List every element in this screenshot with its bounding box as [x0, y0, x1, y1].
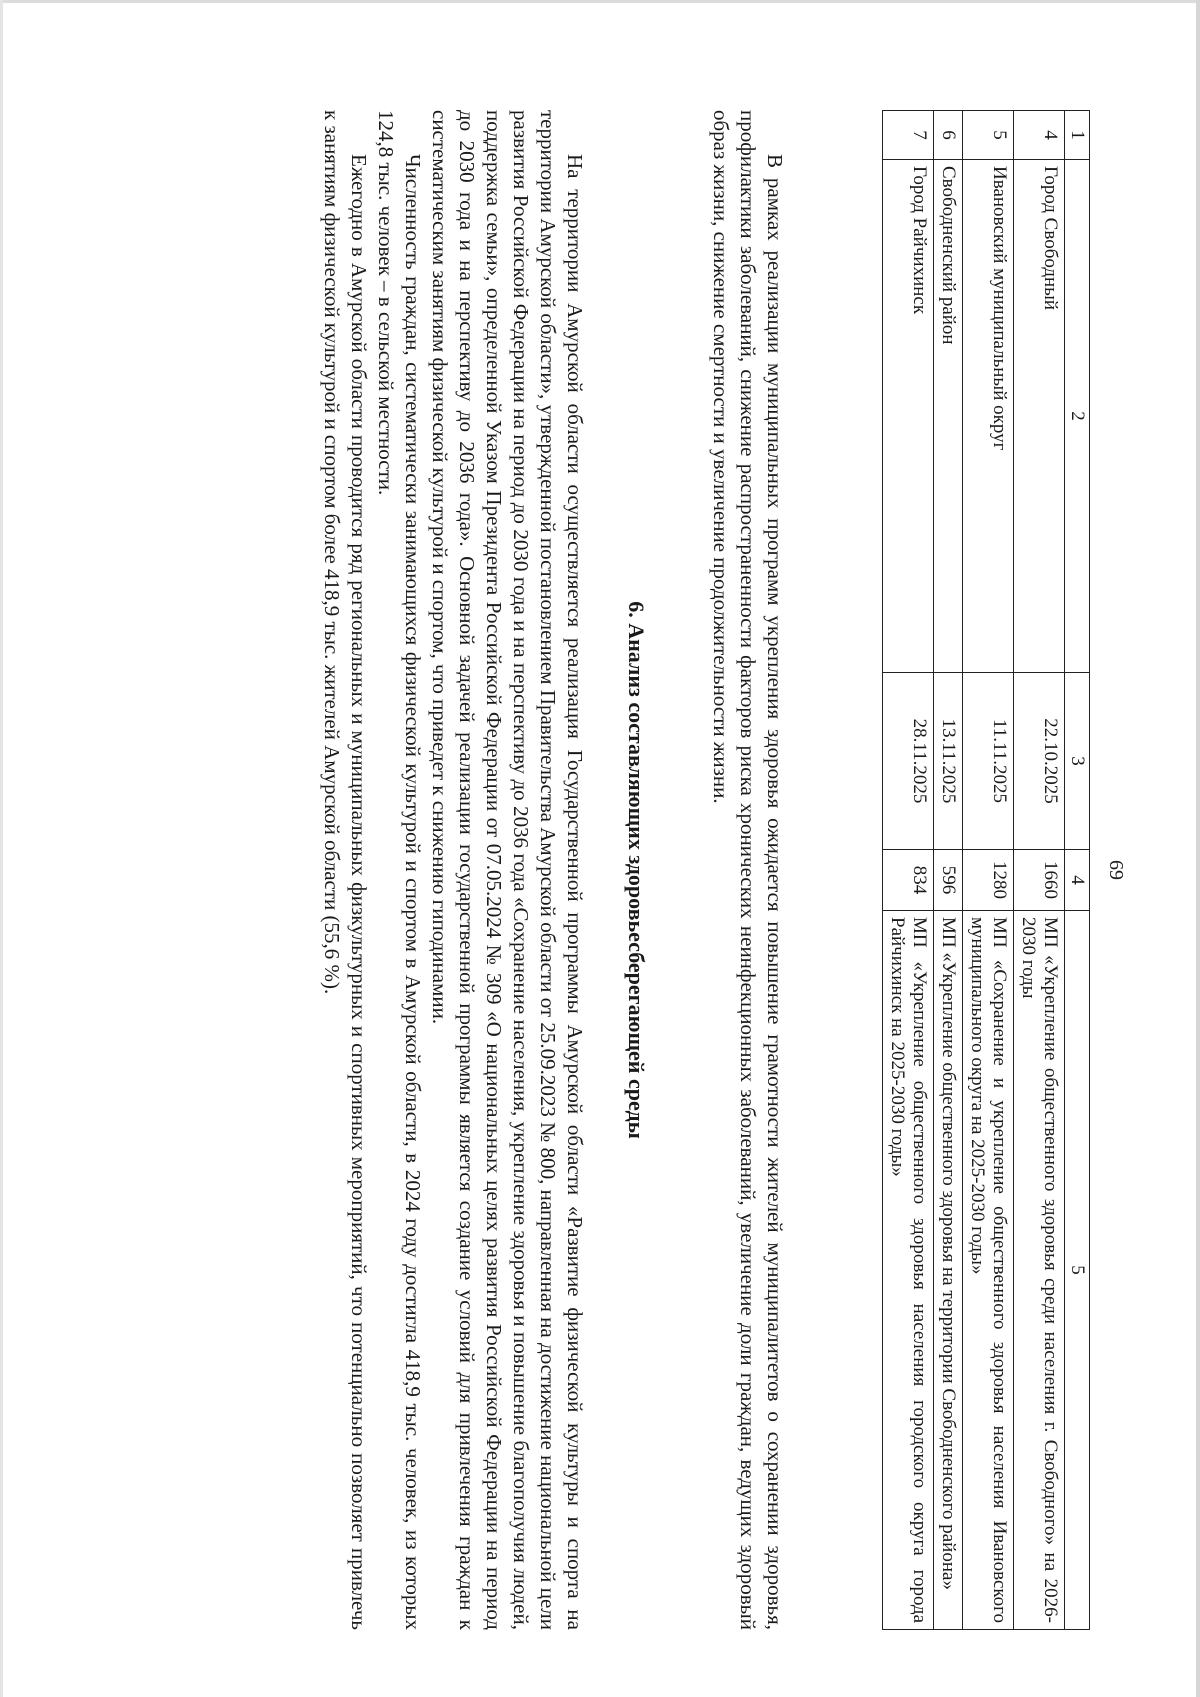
approval-date: 11.11.2025 — [963, 673, 1014, 850]
page-number: 69 — [1105, 860, 1127, 880]
approval-date: 13.11.2025 — [934, 673, 963, 850]
document-number: 1280 — [963, 850, 1014, 911]
body-paragraph: Ежегодно в Амурской области проводится ряд региональных и муниципальных физкультурных и спортивных мероприятий, что потенциально позволяет привлечь к занятиям физической культурой и спортом более 418,9 тыс. жителей Амурской области (55,6 %). — [320, 110, 371, 1630]
section-body — [318, 110, 588, 1630]
table-row — [963, 111, 1014, 1630]
scan-edge — [1196, 0, 1200, 1697]
table-header-row — [1065, 111, 1090, 1630]
body-paragraph: Численность граждан, систематически занимающихся физической культурой и спортом в Амурской области, в 2024 году достигла 418,9 тыс. человек, из которых 124,8 тыс. человек – в сельской местности. — [374, 110, 425, 1630]
program-title: МП «Сохранение и укрепление общественного здоровья населения Ивановского муниципального округа на 2025-2030 годы» — [963, 911, 1014, 1630]
section-heading: 6. Анализ составляющих здоровьесберегающей среды — [624, 601, 649, 1139]
municipality-name: Ивановский муниципальный округ — [963, 160, 1014, 673]
document-number: 596 — [934, 850, 963, 911]
summary-paragraph: В рамках реализации муниципальных программ укрепления здоровья ожидается повышение грамотности жителей муниципалитетов о сохранении здоровья, профилактики заболеваний, снижение распространенности факторов риска хронических неинфекционных заболеваний, увеличение доли граждан, ведущих здоровый образ жизни, снижение смертности и увеличение продолжительности жизни. — [709, 110, 787, 1630]
document-number: 834 — [883, 850, 934, 911]
table-row — [883, 111, 934, 1630]
body-paragraph: На территории Амурской области осуществляется реализация Государственной программы Амурской области «Развитие физической культуры и спорта на территории Амурской области», утвержденной постановлением Правительства Амурской области от 25.09.2023 № 800, направленная на достижение национальной цели развития Российской Федерации на период до 2030 года и на перспективу до 2036 года «Сохранение населения, укрепление здоровья и повышение благополучия людей, поддержка семьи», определенной Указом Президента Российской Федерации от 07.05.2024 № 309 «О национальных целях развития Российской Федерации на период до 2030 года и на перспективу до 2036 года». Основной задачей реализации государственной программы является создание условий для привлечения граждан к систематическим занятиям физической культурой и спортом, что приведет к снижению гиподинамии. — [428, 110, 587, 1630]
municipality-name: Свободненский район — [934, 160, 963, 673]
program-title: МП «Укрепление общественного здоровья среди населения г. Свободного» на 2026-2030 годы — [1014, 911, 1065, 1630]
table-header-cell: 5 — [1065, 911, 1090, 1630]
scan-edge — [0, 0, 1200, 3]
rotated-landscape-content — [198, 110, 1128, 1630]
municipality-name: Город Райчихинск — [883, 160, 934, 673]
table-header-cell: 3 — [1065, 673, 1090, 850]
row-number: 7 — [883, 111, 934, 160]
table-row — [934, 111, 963, 1630]
row-number: 6 — [934, 111, 963, 160]
scan-edge — [0, 0, 3, 1697]
programs-table — [882, 110, 1090, 1630]
municipality-name: Город Свободный — [1014, 160, 1065, 673]
program-title: МП «Укрепление общественного здоровья населения городского округа города Райчихинск на 2025-2030 годы» — [883, 911, 934, 1630]
table-header-cell: 4 — [1065, 850, 1090, 911]
table-row — [1014, 111, 1065, 1630]
table-header-cell: 2 — [1065, 160, 1090, 673]
program-title: МП «Укрепление общественного здоровья на территории Свободненского района» — [934, 911, 963, 1630]
approval-date: 22.10.2025 — [1014, 673, 1065, 850]
summary-paragraph-block — [707, 110, 788, 1630]
row-number: 4 — [1014, 111, 1065, 160]
table-header-cell: 1 — [1065, 111, 1090, 160]
document-number: 1660 — [1014, 850, 1065, 911]
row-number: 5 — [963, 111, 1014, 160]
approval-date: 28.11.2025 — [883, 673, 934, 850]
